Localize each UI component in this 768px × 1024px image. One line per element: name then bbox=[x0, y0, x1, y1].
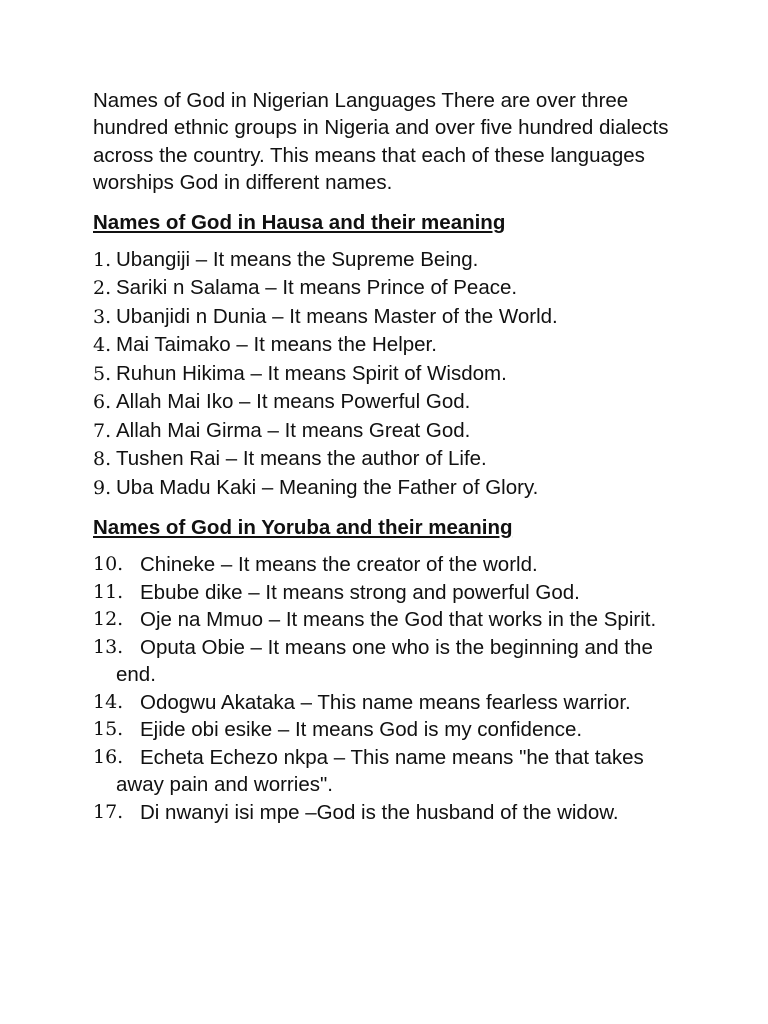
list-item-text: Sariki n Salama – It means Prince of Peace. bbox=[116, 276, 518, 300]
list-number: 14. bbox=[93, 690, 124, 713]
list-number: 16. bbox=[93, 745, 124, 768]
list-item-text: Ebube dike – It means strong and powerful God. bbox=[140, 580, 580, 604]
list-number: 5. bbox=[93, 362, 112, 385]
list-item-text: Tushen Rai – It means the author of Life. bbox=[116, 447, 487, 471]
list-number: 1. bbox=[93, 248, 112, 271]
yoruba-names-list bbox=[93, 551, 673, 826]
list-number: 6. bbox=[93, 391, 112, 414]
section-heading-yoruba: Names of God in Yoruba and their meaning bbox=[93, 516, 513, 540]
list-number: 9. bbox=[93, 476, 112, 499]
list-item bbox=[93, 360, 673, 389]
list-item bbox=[93, 303, 673, 332]
list-item-text: Uba Madu Kaki – Meaning the Father of Glory. bbox=[116, 475, 539, 499]
list-item-text: Chineke – It means the creator of the world. bbox=[140, 553, 538, 577]
list-item-text: Ubangiji – It means the Supreme Being. bbox=[116, 247, 479, 271]
list-item-text: Oputa Obie – It means one who is the beginning and the end. bbox=[116, 635, 653, 687]
list-number: 12. bbox=[93, 608, 124, 631]
list-item bbox=[93, 744, 673, 799]
list-item bbox=[93, 551, 673, 579]
list-item-text: Ruhun Hikima – It means Spirit of Wisdom. bbox=[116, 361, 507, 385]
document-page bbox=[93, 87, 673, 826]
list-item bbox=[93, 445, 673, 474]
list-item bbox=[93, 634, 673, 689]
list-number: 8. bbox=[93, 448, 112, 471]
list-item-text: Echeta Echezo nkpa – This name means "he that takes away pain and worries". bbox=[116, 745, 644, 797]
list-item-text: Allah Mai Iko – It means Powerful God. bbox=[116, 390, 471, 414]
list-item-text: Odogwu Akataka – This name means fearless warrior. bbox=[140, 690, 631, 714]
list-item-text: Ejide obi esike – It means God is my confidence. bbox=[140, 718, 583, 742]
list-item bbox=[93, 579, 673, 607]
section-heading-hausa: Names of God in Hausa and their meaning bbox=[93, 210, 506, 234]
intro-paragraph: Names of God in Nigerian Languages There are over three hundred ethnic groups in Nigeria and over five hundred dialects across the country. This means that each of these languages worships God in different names. bbox=[93, 89, 669, 195]
list-number: 10. bbox=[93, 553, 124, 576]
list-number: 17. bbox=[93, 800, 124, 823]
list-item bbox=[93, 246, 673, 275]
list-item bbox=[93, 331, 673, 360]
hausa-names-list bbox=[93, 246, 673, 503]
list-number: 15. bbox=[93, 718, 124, 741]
list-item bbox=[93, 716, 673, 744]
list-item-text: Oje na Mmuo – It means the God that works in the Spirit. bbox=[140, 608, 657, 632]
list-number: 4. bbox=[93, 334, 112, 357]
list-number: 7. bbox=[93, 419, 112, 442]
list-item bbox=[93, 274, 673, 303]
list-item bbox=[93, 606, 673, 634]
list-item-text: Ubanjidi n Dunia – It means Master of the World. bbox=[116, 304, 558, 328]
list-number: 3. bbox=[93, 305, 112, 328]
list-number: 13. bbox=[93, 635, 124, 658]
list-item bbox=[93, 474, 673, 503]
list-item-text: Allah Mai Girma – It means Great God. bbox=[116, 418, 471, 442]
list-item-text: Di nwanyi isi mpe –God is the husband of the widow. bbox=[140, 800, 619, 824]
list-item bbox=[93, 689, 673, 717]
list-item bbox=[93, 388, 673, 417]
list-number: 2. bbox=[93, 277, 112, 300]
list-number: 11. bbox=[93, 580, 124, 603]
list-item-text: Mai Taimako – It means the Helper. bbox=[116, 333, 437, 357]
list-item bbox=[93, 417, 673, 446]
list-item bbox=[93, 799, 673, 827]
